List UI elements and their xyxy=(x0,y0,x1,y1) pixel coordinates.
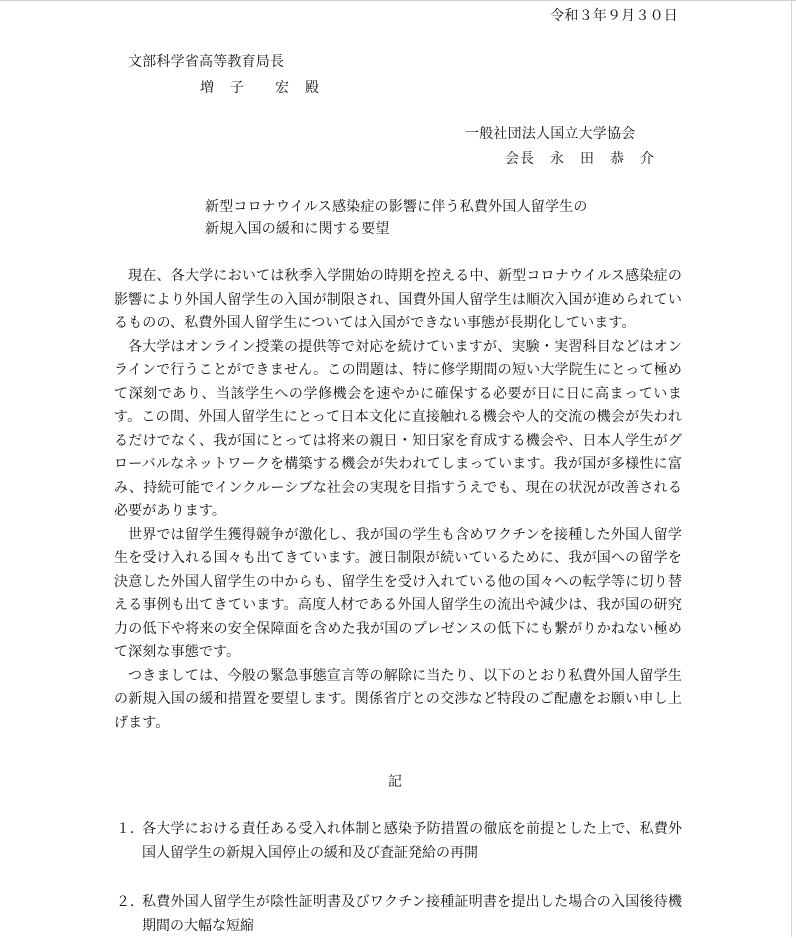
sender-name: 会長 永 田 恭 介 xyxy=(505,151,655,167)
request-text: 各大学における責任ある受入れ体制と感染予防措置の徹底を前提とした上で、私費外国人留学生の新規入国停止の緩和及び査証発給の再開 xyxy=(142,821,682,861)
sender-organization: 一般社団法人国立大学協会 xyxy=(465,126,636,142)
body-paragraph: 現在、各大学においては秋季入学開始の時期を控える中、新型コロナウイルス感染症の影響により外国人留学生の入国が制限され、国費外国人留学生は順次入国が進められているものの、私費外国人留学生については入国ができない事態が長期化しています。 xyxy=(114,268,682,331)
request-number: １． xyxy=(116,821,144,837)
subject-line-1: 新型コロナウイルス感染症の影響に伴う私費外国人留学生の xyxy=(205,199,588,215)
request-item xyxy=(116,891,682,938)
ki-heading: 記 xyxy=(388,774,402,790)
body-paragraph: つきましては、今般の緊急事態宣言等の解除に当たり、以下のとおり私費外国人留学生の新規入国の緩和措置を要望します。関係省庁との交渉など特段のご配慮をお願い申し上げます。 xyxy=(114,667,682,731)
page-top-border xyxy=(0,0,796,1)
body-paragraph: 世界では留学生獲得競争が激化し、我が国の学生も含めワクチンを接種した外国人留学生を受け入れる国々も出てきています。渡日制限が続いているために、我が国への留学を決意した外国人留学生の中からも、留学生を受け入れている他の国々への転学等に切り替える事例も出てきています。高度人材である外国人留学生の流出や減少は、我が国の研究力の低下や将来の安全保障面を含めた我が国のプレゼンスの低下にも繋がりかねない極めて深刻な事態です。 xyxy=(114,526,682,660)
page-right-border xyxy=(791,0,792,937)
request-text: 私費外国人留学生が陰性証明書及びワクチン接種証明書を提出した場合の入国後待機期間の大幅な短縮 xyxy=(142,894,682,934)
body-paragraph: 各大学はオンライン授業の提供等で対応を続けていますが、実験・実習科目などはオンラインで行うことができません。この問題は、特に修学期間の短い大学院生にとって極めて深刻であり、当該学生への学修機会を速やかに確保する必要が日に日に高まっています。この間、外国人留学生にとって日本文化に直接触れる機会や人的交流の機会が失われるだけでなく、我が国にとっては将来の親日・知日家を育成する機会や、日本人学生がグローバルなネットワークを構築する機会が失われてしまっています。我が国が多様性に富み、持続可能でインクルーシブな社会の実現を目指すうえでも、現在の状況が改善される必要があります。 xyxy=(114,338,682,519)
request-number: ２． xyxy=(116,894,144,910)
letter-body xyxy=(114,265,682,735)
subject-line-2: 新規入国の緩和に関する要望 xyxy=(205,221,390,237)
recipient-organization: 文部科学省高等教育局長 xyxy=(128,54,285,70)
document-date: 令和３年９月３０日 xyxy=(550,8,678,24)
request-item xyxy=(116,818,682,865)
recipient-name: 増 子 宏 殿 xyxy=(200,80,320,96)
